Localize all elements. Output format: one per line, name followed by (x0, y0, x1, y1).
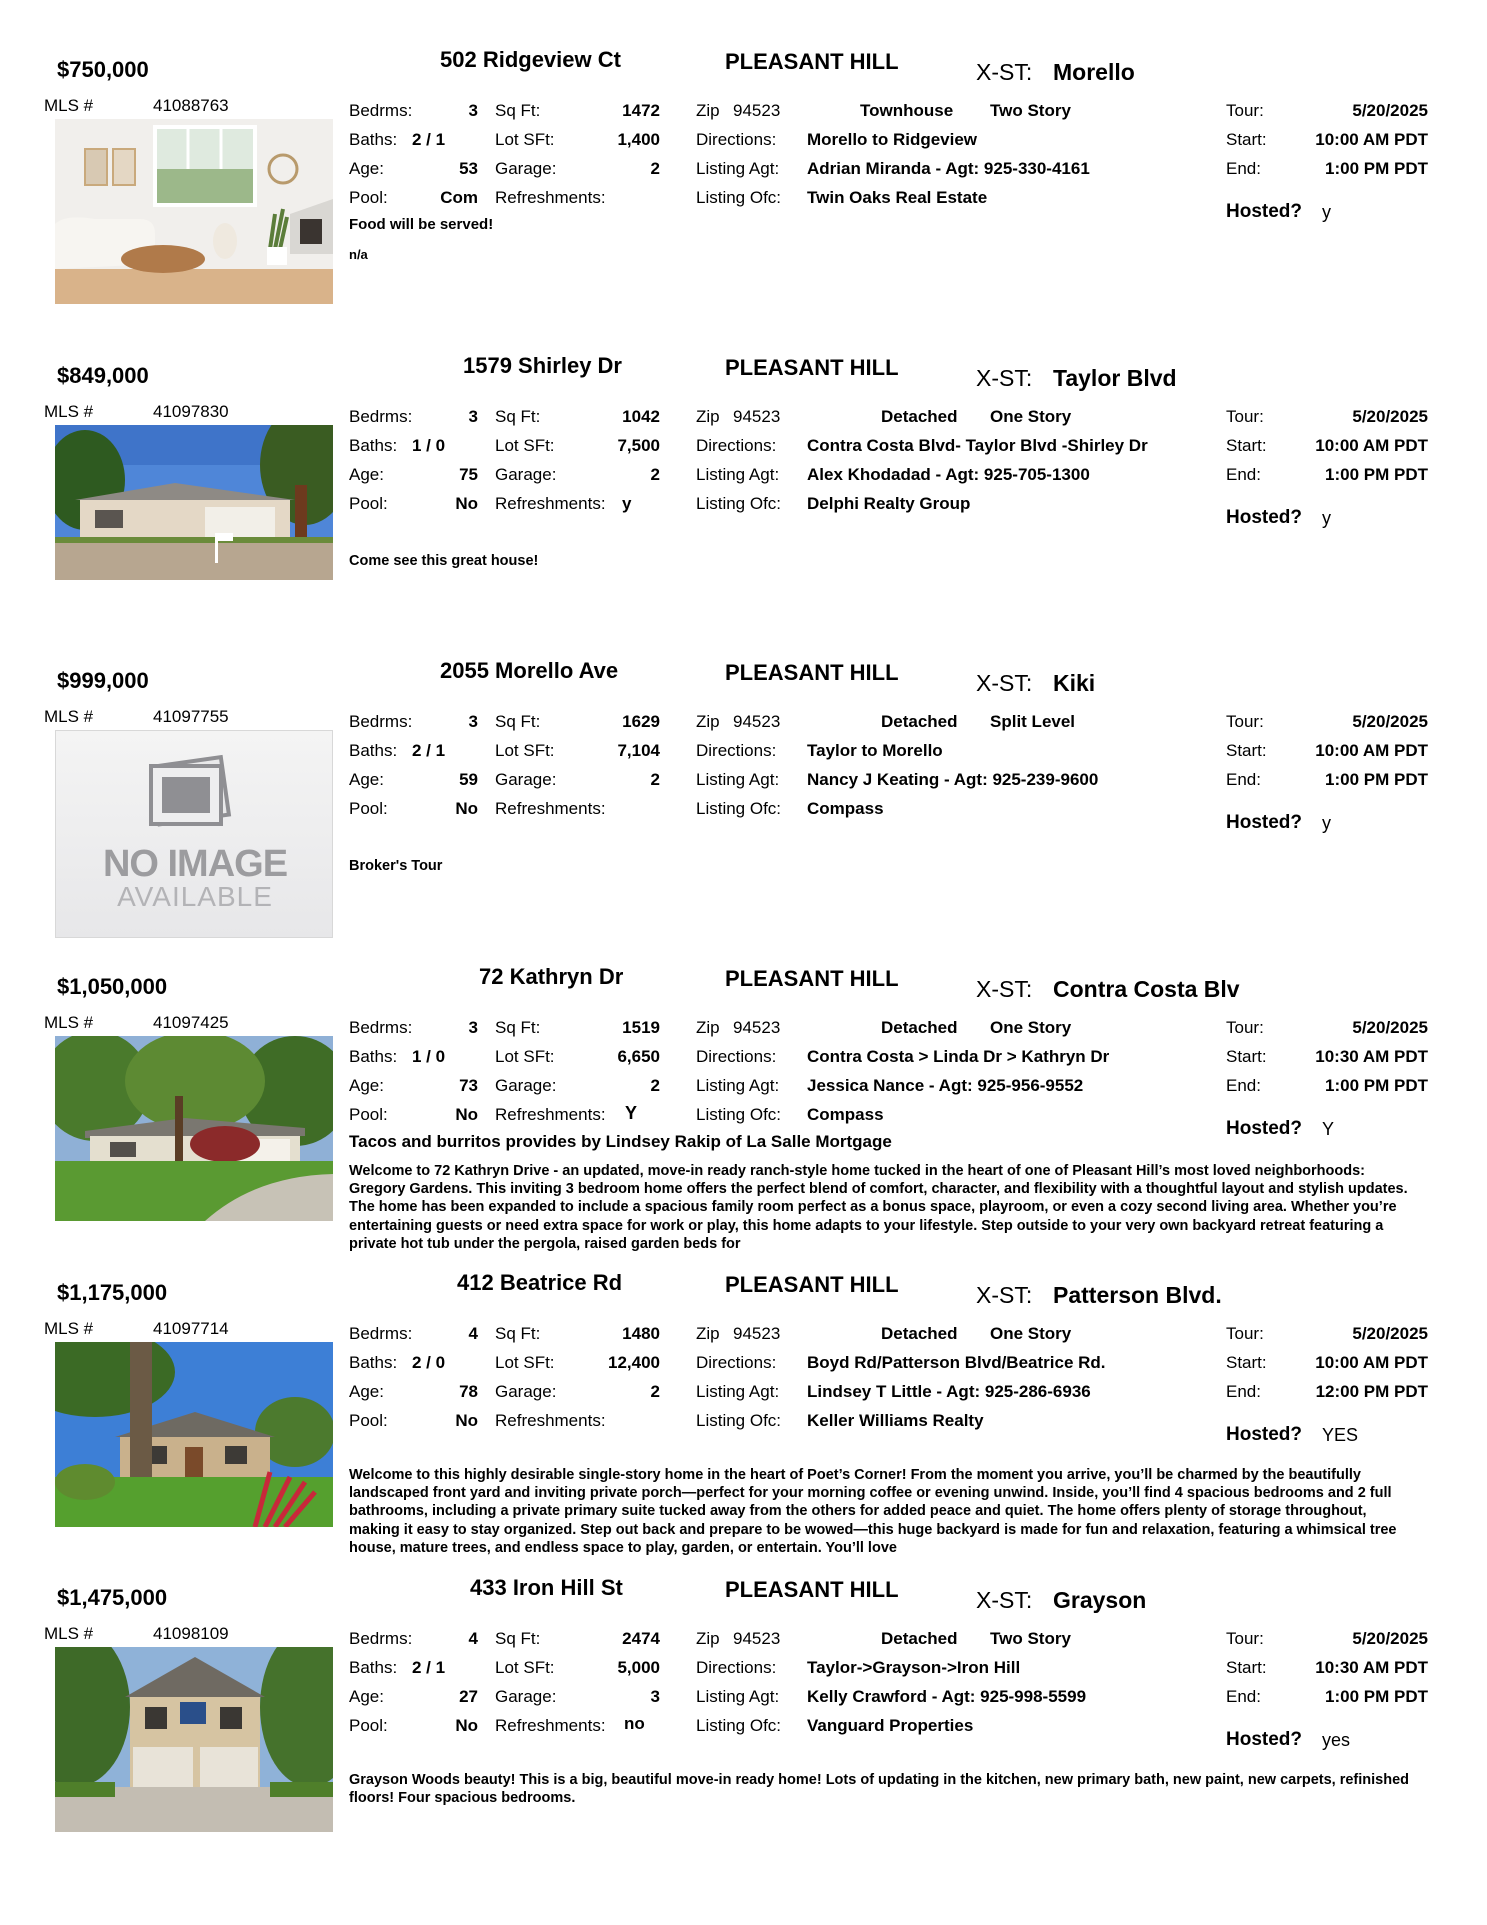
garage-label: Garage: (495, 770, 557, 789)
mls-number: 41097755 (153, 707, 229, 726)
lot-sqft-value: 6,650 (617, 1047, 660, 1066)
mls-label: MLS # (44, 1624, 94, 1643)
property-type: Detached (881, 1324, 958, 1343)
garage-label: Garage: (495, 1687, 557, 1706)
baths-label: Baths: (349, 1047, 398, 1066)
property-style: One Story (990, 407, 1072, 426)
lot-sqft-label: Lot SFt: (495, 1658, 555, 1677)
hosted-label: Hosted? (1226, 1729, 1302, 1750)
refreshments-value: Y (625, 1103, 638, 1123)
listing-photo[interactable] (55, 1647, 333, 1832)
tour-label: Tour: (1226, 101, 1264, 120)
property-style: One Story (990, 1324, 1072, 1343)
address-link[interactable]: 433 Iron Hill St (470, 1575, 623, 1600)
tree-house-image (55, 1036, 333, 1221)
cross-street: Contra Costa Blv (1053, 976, 1240, 1002)
start-label: Start: (1226, 436, 1267, 455)
sqft-value: 2474 (622, 1629, 660, 1648)
city: PLEASANT HILL (725, 966, 899, 991)
listing-photo[interactable] (55, 1342, 333, 1527)
pool-label: Pool: (349, 494, 388, 513)
directions-label: Directions: (696, 436, 777, 455)
cross-street: Patterson Blvd. (1053, 1282, 1222, 1308)
lot-sqft-label: Lot SFt: (495, 1047, 555, 1066)
start-time: 10:30 AM PDT (1315, 1047, 1428, 1066)
baths-value: 2 / 1 (412, 1658, 446, 1677)
mls-label: MLS # (44, 402, 94, 421)
zip-label: Zip (696, 407, 720, 426)
cross-street-label: X-ST: (976, 670, 1033, 696)
age-label: Age: (349, 770, 384, 789)
tour-label: Tour: (1226, 1324, 1264, 1343)
hosted-label: Hosted? (1226, 1424, 1302, 1445)
pool-value: No (455, 1716, 478, 1735)
end-time: 1:00 PM PDT (1325, 1076, 1428, 1095)
property-style: Split Level (990, 712, 1076, 731)
property-style: One Story (990, 1018, 1072, 1037)
cross-street-label: X-ST: (976, 1587, 1033, 1613)
property-style: Two Story (990, 1629, 1071, 1648)
listing-office-label: Listing Ofc: (696, 1105, 782, 1124)
mls-label: MLS # (44, 1013, 94, 1032)
listing-office-label: Listing Ofc: (696, 799, 782, 818)
bedrooms-value: 3 (468, 407, 478, 426)
listing-agent-label: Listing Agt: (696, 1687, 780, 1706)
sqft-value: 1519 (622, 1018, 660, 1037)
listing-office-value: Compass (807, 799, 884, 818)
listing-card (0, 962, 1487, 1267)
listing-agent-value: Kelly Crawford - Agt: 925-998-5599 (807, 1687, 1087, 1706)
pool-value: No (455, 1411, 478, 1430)
directions-label: Directions: (696, 1047, 777, 1066)
hosted-value: Y (1322, 1119, 1335, 1139)
tour-label: Tour: (1226, 1629, 1264, 1648)
age-label: Age: (349, 1382, 384, 1401)
garage-value: 2 (650, 1382, 660, 1401)
listing-agent-value: Adrian Miranda - Agt: 925-330-4161 (807, 159, 1090, 178)
listing-remarks: Come see this great house! (349, 553, 539, 569)
mls-number: 41098109 (153, 1624, 229, 1643)
bedrooms-label: Bedrms: (349, 1324, 413, 1343)
city: PLEASANT HILL (725, 49, 899, 74)
address-link[interactable]: 412 Beatrice Rd (457, 1270, 623, 1295)
pool-label: Pool: (349, 1716, 388, 1735)
zip-value: 94523 (733, 1018, 781, 1037)
pool-value: No (455, 799, 478, 818)
lot-sqft-value: 12,400 (608, 1353, 660, 1372)
lot-sqft-label: Lot SFt: (495, 436, 555, 455)
end-label: End: (1226, 159, 1261, 178)
address-link[interactable]: 1579 Shirley Dr (463, 353, 622, 378)
listing-card (0, 1268, 1487, 1573)
listing-agent-label: Listing Agt: (696, 1076, 780, 1095)
listing-card (0, 45, 1487, 350)
city: PLEASANT HILL (725, 1272, 899, 1297)
age-value: 27 (459, 1687, 478, 1706)
pool-value: Com (440, 188, 478, 207)
sqft-label: Sq Ft: (495, 712, 541, 731)
start-label: Start: (1226, 1658, 1267, 1677)
hosted-value: y (1322, 202, 1331, 222)
refreshments-label: Refreshments: (495, 1411, 606, 1430)
garage-label: Garage: (495, 159, 557, 178)
listing-photo[interactable] (55, 119, 333, 304)
bedrooms-value: 4 (468, 1324, 478, 1343)
pool-label: Pool: (349, 1411, 388, 1430)
living-room-image (55, 119, 333, 304)
photo-placeholder-icon (56, 731, 333, 841)
listing-office-label: Listing Ofc: (696, 1411, 782, 1430)
zip-value: 94523 (733, 1629, 781, 1648)
city: PLEASANT HILL (725, 660, 899, 685)
age-value: 75 (459, 465, 478, 484)
cross-street: Grayson (1053, 1587, 1147, 1613)
listing-office-value: Twin Oaks Real Estate (807, 188, 988, 207)
hosted-value: YES (1322, 1425, 1359, 1445)
listing-agent-value: Lindsey T Little - Agt: 925-286-6936 (807, 1382, 1091, 1401)
end-label: End: (1226, 465, 1261, 484)
sqft-value: 1629 (622, 712, 660, 731)
price: $849,000 (57, 363, 149, 388)
tour-date: 5/20/2025 (1352, 1629, 1428, 1648)
end-time: 1:00 PM PDT (1325, 159, 1428, 178)
bedrooms-label: Bedrms: (349, 101, 413, 120)
listing-office-value: Compass (807, 1105, 884, 1124)
garage-value: 3 (650, 1687, 660, 1706)
garage-label: Garage: (495, 1076, 557, 1095)
start-label: Start: (1226, 1353, 1267, 1372)
listing-agent-label: Listing Agt: (696, 465, 780, 484)
baths-label: Baths: (349, 741, 398, 760)
tour-date: 5/20/2025 (1352, 101, 1428, 120)
cross-street: Morello (1053, 59, 1135, 85)
sqft-label: Sq Ft: (495, 101, 541, 120)
baths-label: Baths: (349, 1658, 398, 1677)
directions-label: Directions: (696, 741, 777, 760)
two-story-house-image (55, 1647, 333, 1832)
end-label: End: (1226, 1076, 1261, 1095)
hosted-label: Hosted? (1226, 812, 1302, 833)
bedrooms-label: Bedrms: (349, 1018, 413, 1037)
refreshments-label: Refreshments: (495, 1105, 606, 1124)
start-label: Start: (1226, 1047, 1267, 1066)
property-type: Townhouse (860, 101, 954, 120)
mls-number: 41097425 (153, 1013, 229, 1032)
zip-value: 94523 (733, 101, 781, 120)
age-label: Age: (349, 1687, 384, 1706)
tour-date: 5/20/2025 (1352, 407, 1428, 426)
listing-agent-value: Alex Khodadad - Agt: 925-705-1300 (807, 465, 1090, 484)
pool-value: No (455, 494, 478, 513)
listing-remarks: Broker's Tour (349, 858, 443, 874)
zip-value: 94523 (733, 1324, 781, 1343)
address-link[interactable]: 502 Ridgeview Ct (440, 47, 621, 72)
price: $1,475,000 (57, 1585, 168, 1610)
baths-label: Baths: (349, 436, 398, 455)
property-type: Detached (881, 407, 958, 426)
mls-label: MLS # (44, 96, 94, 115)
sqft-value: 1472 (622, 101, 660, 120)
property-type: Detached (881, 1629, 958, 1648)
garage-label: Garage: (495, 1382, 557, 1401)
lot-sqft-label: Lot SFt: (495, 1353, 555, 1372)
age-label: Age: (349, 465, 384, 484)
lot-sqft-value: 7,104 (617, 741, 660, 760)
cross-street-label: X-ST: (976, 365, 1033, 391)
listing-photo[interactable] (55, 1036, 333, 1221)
listing-note: Tacos and burritos provides by Lindsey Rakip of La Salle Mortgage (349, 1132, 892, 1151)
tour-date: 5/20/2025 (1352, 1324, 1428, 1343)
directions-label: Directions: (696, 130, 777, 149)
price: $999,000 (57, 668, 149, 693)
end-time: 1:00 PM PDT (1325, 465, 1428, 484)
property-type: Detached (881, 712, 958, 731)
start-time: 10:00 AM PDT (1315, 741, 1428, 760)
baths-label: Baths: (349, 130, 398, 149)
listing-agent-label: Listing Agt: (696, 770, 780, 789)
tour-date: 5/20/2025 (1352, 1018, 1428, 1037)
baths-value: 2 / 1 (412, 741, 446, 760)
baths-label: Baths: (349, 1353, 398, 1372)
listing-remarks: Welcome to 72 Kathryn Drive - an updated, move-in ready ranch-style home tucked in the heart of one of Pleasant Hill’s most loved neighborhoods: Gregory Gardens. This inviting 3 bedroom home offers the perfect blend of comfort, character, and flexibility with a thoughtful layout and stylish updates. The home has been expanded to include a spacious family room perfect as a bonus space, playroom, or even a cozy second living area. Whether you’re entertaining guests or need extra space for work or play, this home adapts to your lifestyle. Step outside to your very own backyard retreat featuring a private hot tub under the pergola, raised garden beds for (349, 1163, 1408, 1252)
refreshments-label: Refreshments: (495, 1716, 606, 1735)
end-time: 1:00 PM PDT (1325, 1687, 1428, 1706)
listing-office-label: Listing Ofc: (696, 494, 782, 513)
mls-label: MLS # (44, 707, 94, 726)
zip-value: 94523 (733, 407, 781, 426)
lot-sqft-value: 1,400 (617, 130, 660, 149)
zip-label: Zip (696, 1018, 720, 1037)
listing-card (0, 1573, 1487, 1878)
age-label: Age: (349, 1076, 384, 1095)
cross-street-label: X-ST: (976, 976, 1033, 1002)
sqft-label: Sq Ft: (495, 1018, 541, 1037)
age-value: 78 (459, 1382, 478, 1401)
cross-street: Taylor Blvd (1053, 365, 1177, 391)
refreshments-value: no (624, 1714, 645, 1733)
start-time: 10:00 AM PDT (1315, 1353, 1428, 1372)
ranch-house-image (55, 425, 333, 580)
hosted-label: Hosted? (1226, 201, 1302, 222)
listing-remarks: Grayson Woods beauty! This is a big, beautiful move-in ready home! Lots of updating in the kitchen, new primary bath, new paint, new carpets, refinished floors! Four spacious bedrooms. (349, 1772, 1410, 1807)
age-value: 53 (459, 159, 478, 178)
end-label: End: (1226, 770, 1261, 789)
bedrooms-label: Bedrms: (349, 407, 413, 426)
directions-value: Boyd Rd/Patterson Blvd/Beatrice Rd. (807, 1353, 1106, 1372)
listing-note: Food will be served! (349, 216, 494, 233)
refreshments-label: Refreshments: (495, 494, 606, 513)
sqft-value: 1480 (622, 1324, 660, 1343)
listing-office-label: Listing Ofc: (696, 1716, 782, 1735)
bedrooms-label: Bedrms: (349, 712, 413, 731)
listing-agent-label: Listing Agt: (696, 159, 780, 178)
address-link[interactable]: 2055 Morello Ave (440, 658, 619, 683)
garage-value: 2 (650, 465, 660, 484)
address-link[interactable]: 72 Kathryn Dr (479, 964, 624, 989)
pool-value: No (455, 1105, 478, 1124)
hosted-value: y (1322, 813, 1331, 833)
refreshments-label: Refreshments: (495, 799, 606, 818)
cross-street-label: X-ST: (976, 1282, 1033, 1308)
tour-label: Tour: (1226, 407, 1264, 426)
city: PLEASANT HILL (725, 1577, 899, 1602)
available-text: AVAILABLE (117, 881, 273, 912)
listing-card (0, 656, 1487, 961)
bedrooms-value: 4 (468, 1629, 478, 1648)
directions-label: Directions: (696, 1353, 777, 1372)
mls-number: 41097714 (153, 1319, 229, 1338)
hosted-label: Hosted? (1226, 507, 1302, 528)
directions-value: Contra Costa > Linda Dr > Kathryn Dr (807, 1047, 1110, 1066)
sqft-label: Sq Ft: (495, 1629, 541, 1648)
listing-agent-label: Listing Agt: (696, 1382, 780, 1401)
hosted-label: Hosted? (1226, 1118, 1302, 1139)
listing-agent-value: Jessica Nance - Agt: 925-956-9552 (807, 1076, 1084, 1095)
garage-value: 2 (650, 770, 660, 789)
zip-label: Zip (696, 1324, 720, 1343)
lot-sqft-label: Lot SFt: (495, 130, 555, 149)
property-style: Two Story (990, 101, 1071, 120)
lot-sqft-label: Lot SFt: (495, 741, 555, 760)
listing-photo-placeholder (55, 730, 333, 938)
sqft-value: 1042 (622, 407, 660, 426)
tour-date: 5/20/2025 (1352, 712, 1428, 731)
tour-label: Tour: (1226, 1018, 1264, 1037)
end-label: End: (1226, 1382, 1261, 1401)
end-label: End: (1226, 1687, 1261, 1706)
garage-value: 2 (650, 1076, 660, 1095)
listing-agent-value: Nancy J Keating - Agt: 925-239-9600 (807, 770, 1099, 789)
bedrooms-label: Bedrms: (349, 1629, 413, 1648)
lot-sqft-value: 7,500 (617, 436, 660, 455)
property-type: Detached (881, 1018, 958, 1037)
start-time: 10:30 AM PDT (1315, 1658, 1428, 1677)
mls-number: 41097830 (153, 402, 229, 421)
baths-value: 2 / 1 (412, 130, 446, 149)
sqft-label: Sq Ft: (495, 407, 541, 426)
end-time: 12:00 PM PDT (1315, 1382, 1428, 1401)
price: $1,050,000 (57, 974, 168, 999)
pool-label: Pool: (349, 188, 388, 207)
tour-label: Tour: (1226, 712, 1264, 731)
bedrooms-value: 3 (468, 712, 478, 731)
cross-street-label: X-ST: (976, 59, 1033, 85)
refreshments-value: y (622, 494, 632, 513)
listing-photo[interactable] (55, 425, 333, 610)
directions-label: Directions: (696, 1658, 777, 1677)
end-time: 1:00 PM PDT (1325, 770, 1428, 789)
mls-number: 41088763 (153, 96, 229, 115)
zip-label: Zip (696, 712, 720, 731)
listing-office-value: Delphi Realty Group (807, 494, 971, 513)
hosted-value: yes (1322, 1730, 1351, 1750)
bedrooms-value: 3 (468, 101, 478, 120)
baths-value: 2 / 0 (412, 1353, 446, 1372)
baths-value: 1 / 0 (412, 1047, 446, 1066)
directions-value: Taylor->Grayson->Iron Hill (807, 1658, 1021, 1677)
city: PLEASANT HILL (725, 355, 899, 380)
start-label: Start: (1226, 130, 1267, 149)
start-label: Start: (1226, 741, 1267, 760)
pool-label: Pool: (349, 1105, 388, 1124)
garage-label: Garage: (495, 465, 557, 484)
listing-office-value: Vanguard Properties (807, 1716, 974, 1735)
zip-label: Zip (696, 101, 720, 120)
price: $750,000 (57, 57, 149, 82)
garden-house-image (55, 1342, 333, 1527)
listing-card (0, 351, 1487, 656)
price: $1,175,000 (57, 1280, 168, 1305)
zip-value: 94523 (733, 712, 781, 731)
sqft-label: Sq Ft: (495, 1324, 541, 1343)
start-time: 10:00 AM PDT (1315, 130, 1428, 149)
garage-value: 2 (650, 159, 660, 178)
mls-label: MLS # (44, 1319, 94, 1338)
hosted-value: y (1322, 508, 1331, 528)
listing-remarks: n/a (349, 247, 368, 262)
directions-value: Contra Costa Blvd- Taylor Blvd -Shirley Dr (807, 436, 1148, 455)
directions-value: Taylor to Morello (807, 741, 943, 760)
start-time: 10:00 AM PDT (1315, 436, 1428, 455)
pool-label: Pool: (349, 799, 388, 818)
lot-sqft-value: 5,000 (617, 1658, 660, 1677)
baths-value: 1 / 0 (412, 436, 446, 455)
zip-label: Zip (696, 1629, 720, 1648)
directions-value: Morello to Ridgeview (807, 130, 978, 149)
age-label: Age: (349, 159, 384, 178)
listing-office-value: Keller Williams Realty (807, 1411, 984, 1430)
listing-remarks: Welcome to this highly desirable single-story home in the heart of Poet’s Corner! From the moment you arrive, you’ll be charmed by the beautifully landscaped front yard and inviting private porch—perfect for your morning coffee or evening unwind. Inside, you’ll find 4 spacious bedrooms and 2 full bathrooms, including a private primary suite tucked away from the others for added peace and quiet. The home offers plenty of storage throughout, making it easy to stay organized. Step out back and prepare to be wowed—this huge backyard is made for fun and relaxation, featuring a whimsical tree house, mature trees, and endless space to play, garden, or entertain. You’ll love (349, 1467, 1397, 1556)
cross-street: Kiki (1053, 670, 1096, 696)
no-image-text: NO IMAGE (102, 843, 288, 885)
refreshments-label: Refreshments: (495, 188, 606, 207)
bedrooms-value: 3 (468, 1018, 478, 1037)
age-value: 59 (459, 770, 478, 789)
listing-office-label: Listing Ofc: (696, 188, 782, 207)
age-value: 73 (459, 1076, 478, 1095)
